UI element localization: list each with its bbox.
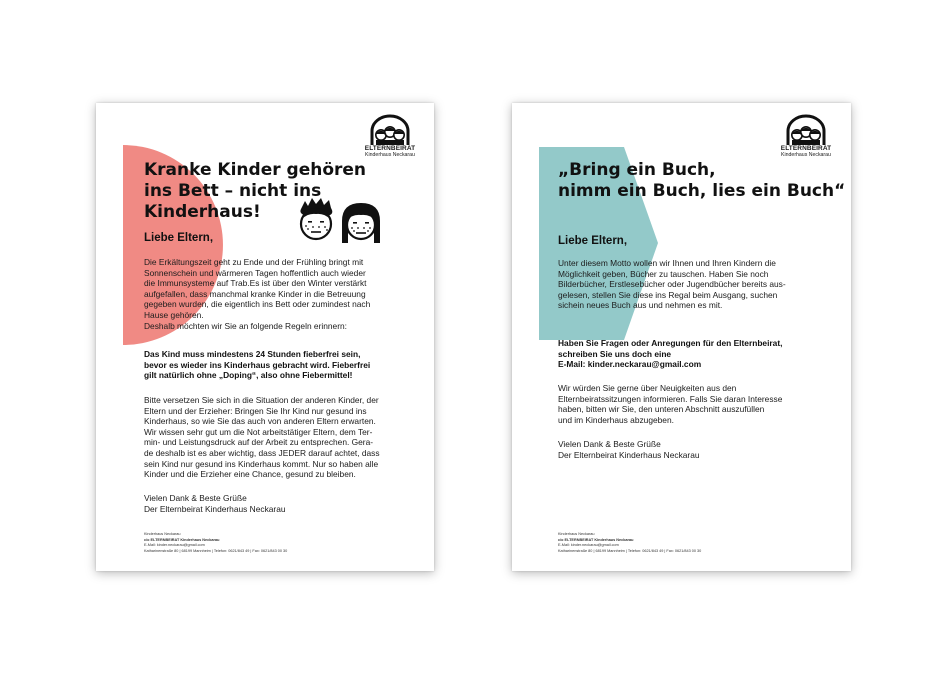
title-line: Kinderhaus! [144, 202, 261, 222]
footer-line: c/o ELTERNBEIRAT Kinderhaus Neckarau [558, 537, 634, 542]
flyer-book-exchange [512, 103, 851, 571]
text-line: Deshalb möchten wir Sie an folgende Regeln erinnern: [144, 320, 347, 331]
flyer1-footer [144, 532, 287, 554]
footer-line: E-Mail: kinder.neckarau@gmail.com [558, 543, 619, 548]
text-line: die Immunsysteme auf Trab.Es ist über den Winter verstärkt [144, 278, 367, 289]
text-line: Der Elternbeirat Kinderhaus Neckarau [144, 503, 286, 514]
text-line: de deshalb ist es aber wichtig, dass JEDER darauf achtet, dass [144, 447, 380, 458]
footer-line: Kinderhaus Neckarau [558, 532, 595, 536]
flyer2-newsletter [558, 383, 782, 425]
flyer2-greeting: Liebe Eltern, [558, 235, 628, 247]
text-line: Die Erkältungszeit geht zu Ende und der Frühling bringt mit [144, 257, 364, 267]
elternbeirat-logo-icon [364, 114, 416, 146]
text-line: schreiben Sie uns doch eine [558, 348, 672, 359]
text-line: Eltern und der Erzieher: Bringen Sie Ihr Kind nur gesund ins [144, 405, 367, 416]
text-line: Vielen Dank & Beste Grüße [144, 493, 247, 503]
text-line: Hause gehören. [144, 309, 204, 320]
title-line: „Bring ein Buch, [558, 160, 716, 180]
elternbeirat-logo [780, 114, 832, 158]
footer-line: Katharinenstraße 80 | 68199 Mannheim | Telefon: 0621/843 49 | Fax: 0621/843 00 30 [558, 548, 702, 553]
text-line: Möglichkeit geben, Bücher zu tauschen. Haben Sie noch [558, 268, 769, 279]
flyer1-rule [144, 349, 370, 381]
elternbeirat-logo [364, 114, 416, 158]
text-line: Der Elternbeirat Kinderhaus Neckarau [558, 449, 700, 460]
logo-subtitle: Kinderhaus Neckarau [365, 152, 415, 158]
logo-subtitle: Kinderhaus Neckarau [781, 152, 831, 158]
title-line: ins Bett – nicht ins [144, 181, 322, 201]
text-line: Kinderhaus, so wie Sie das auch von anderen Eltern erwarten. [144, 416, 376, 427]
flyer2-contact [558, 338, 782, 370]
flyer2-intro [558, 258, 786, 311]
text-line: min- und Leistungsdruck auf der Arbeit zu entsprechen. Gera- [144, 437, 374, 448]
text-line: Bilderbücher, Erstlesebücher oder Jugendbücher bereits aus- [558, 279, 786, 290]
title-line: nimm ein Buch, lies ein Buch“ [558, 181, 846, 201]
text-line: Vielen Dank & Beste Grüße [558, 439, 661, 449]
flyer1-signoff [144, 493, 286, 514]
text-line: und im Kinderhaus abzugeben. [558, 414, 674, 425]
text-line: aufgefallen, dass manchmal kranke Kinder in die Betreuung [144, 288, 366, 299]
footer-line: c/o ELTERNBEIRAT Kinderhaus Neckarau [144, 537, 220, 542]
text-line: Wir würden Sie gerne über Neuigkeiten aus den [558, 383, 737, 393]
text-line: sichein neues Buch aus und nehmen es mit. [558, 300, 723, 311]
title-line: Kranke Kinder gehören [144, 160, 367, 180]
flyer2-title [558, 160, 845, 202]
logo-title: ELTERNBEIRAT [364, 145, 416, 152]
footer-line: E-Mail: kinder.neckarau@gmail.com [144, 543, 205, 548]
footer-line: Kinderhaus Neckarau [144, 532, 181, 536]
text-line: bevor es wieder ins Kinderhaus gebracht wird. Fieberfrei [144, 359, 371, 370]
flyer1-appeal [144, 395, 380, 480]
sick-children-faces-icon [296, 197, 384, 245]
text-line: Wir wissen sehr gut um die Not arbeitstätiger Eltern, dem Ter- [144, 426, 373, 437]
flyer-sick-children [96, 103, 434, 571]
elternbeirat-logo-icon [780, 114, 832, 146]
text-line: Sonnenschein und wärmeren Tagen hoffentlich auch wieder [144, 267, 366, 278]
text-line: gegeben wurden, die eigentlich ins Bett oder zumindest nach [144, 299, 371, 310]
footer-line: Katharinenstraße 80 | 68199 Mannheim | Telefon: 0621/843 49 | Fax: 0621/843 00 30 [144, 548, 288, 553]
text-line: Elternbeiratssitzungen informieren. Falls Sie daran Interesse [558, 393, 783, 404]
text-line: Bitte versetzen Sie sich in die Situation der anderen Kinder, der [144, 395, 379, 405]
text-line: gilt natürlich ohne „Doping“, also ohne Fiebermittel! [144, 370, 353, 381]
text-line: Das Kind muss mindestens 24 Stunden fieberfrei sein, [144, 349, 361, 359]
text-line: Kinder und die Erzieher eine Chance, gesund zu bleiben. [144, 469, 356, 480]
text-line: haben, bitten wir Sie, den unteren Abschnitt auszufüllen [558, 404, 765, 415]
text-line: gelesen, stellen Sie diese ins Regal beim Ausgang, suchen [558, 289, 778, 300]
text-line: sein Kind nur gesund ins Kinderhaus kommt. Nur so haben alle [144, 458, 379, 469]
contact-email[interactable]: E-Mail: kinder.neckarau@gmail.com [558, 359, 702, 370]
logo-title: ELTERNBEIRAT [780, 145, 832, 152]
flyer1-intro [144, 257, 370, 331]
flyer2-footer [558, 532, 701, 554]
text-line: Haben Sie Fragen oder Anregungen für den Elternbeirat, [558, 338, 783, 348]
flyer1-greeting: Liebe Eltern, [144, 232, 214, 244]
text-line: Unter diesem Motto wollen wir Ihnen und Ihren Kindern die [558, 258, 776, 268]
flyer2-signoff [558, 439, 700, 460]
